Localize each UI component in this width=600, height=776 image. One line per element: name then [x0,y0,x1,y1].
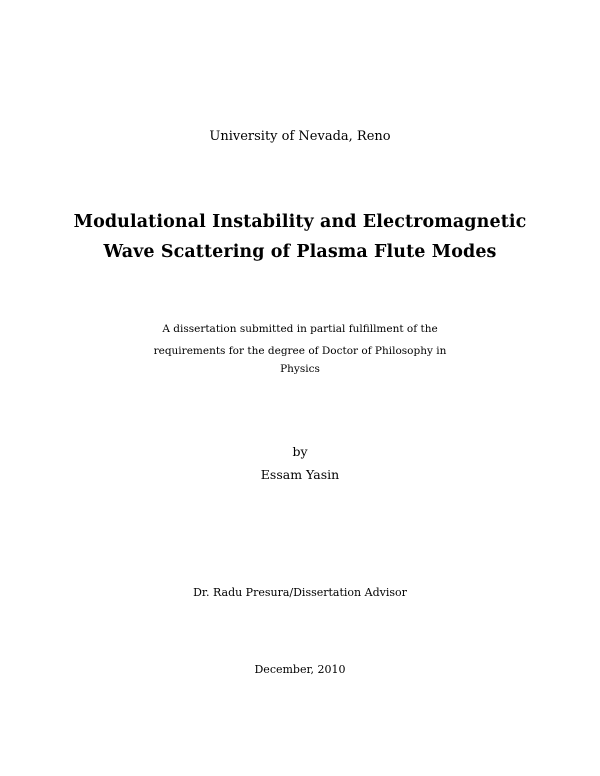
advisor-line: Dr. Radu Presura/Dissertation Advisor [193,586,407,599]
description-line-3: Physics [280,363,320,375]
description-line-1: A dissertation submitted in partial fulfillment of the [162,323,438,335]
institution-name: University of Nevada, Reno [209,129,391,144]
dissertation-title-line-1: Modulational Instability and Electromagnetic [73,212,527,232]
dissertation-title-line-2: Wave Scattering of Plasma Flute Modes [103,242,497,262]
by-label: by [292,444,308,459]
description-line-2: requirements for the degree of Doctor of Philosophy in [153,345,447,357]
author-name: Essam Yasin [260,467,340,482]
submission-date: December, 2010 [254,663,346,676]
